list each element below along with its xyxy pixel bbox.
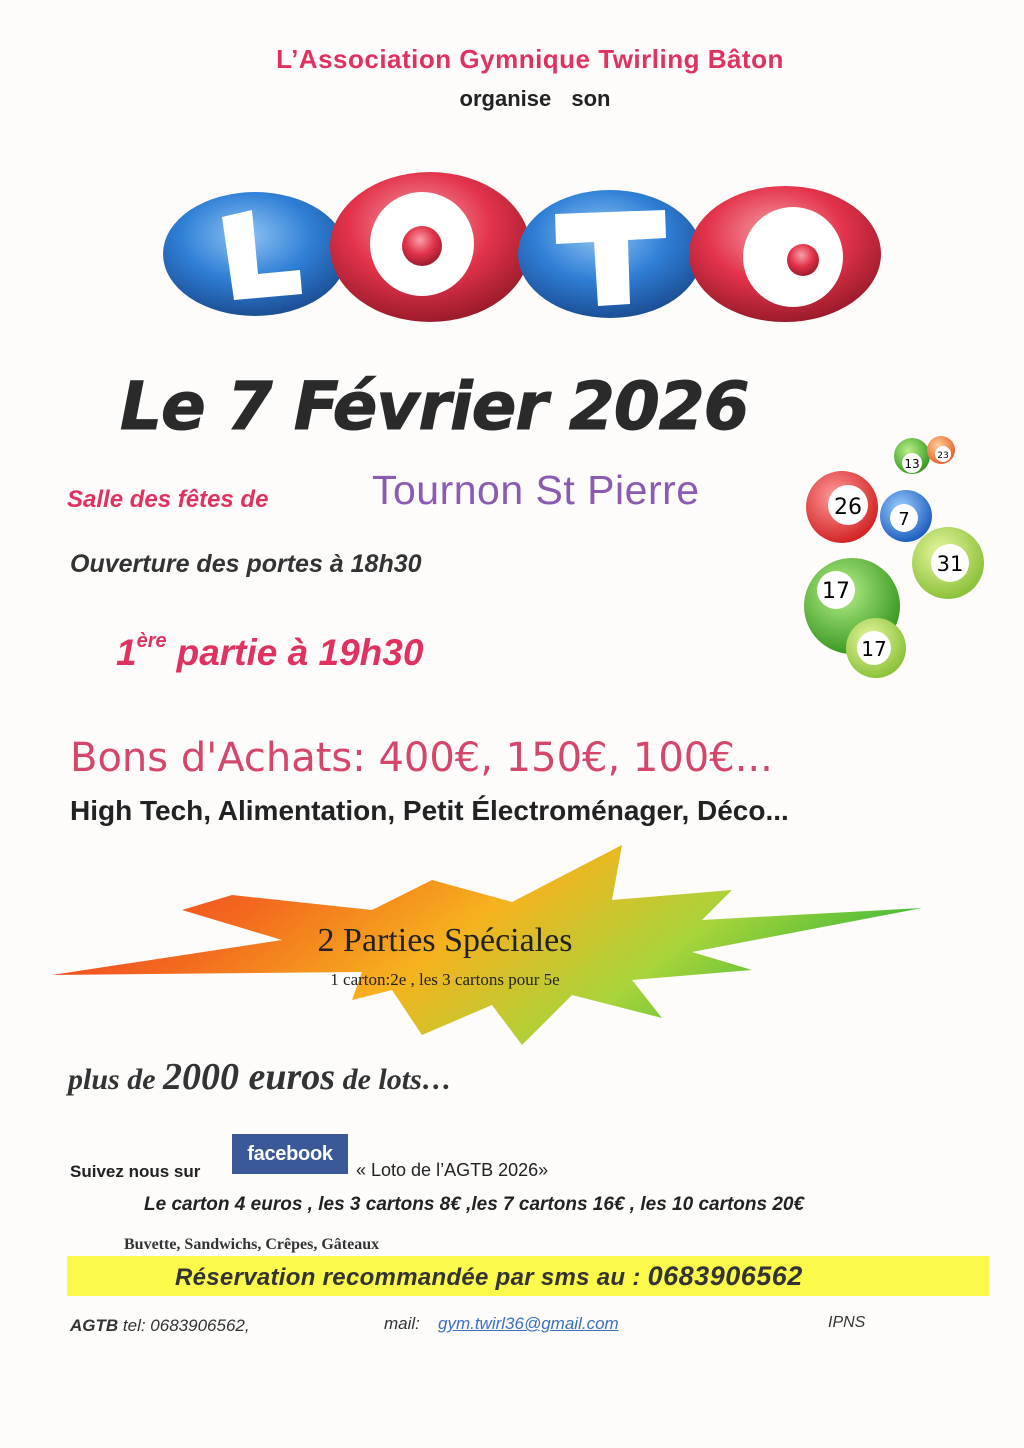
- svg-text:31: 31: [936, 552, 964, 576]
- organise-text: organise son: [459, 86, 611, 111]
- follow-us-label: Suivez nous sur: [70, 1162, 201, 1181]
- event-date: Le 7 Février 2026: [120, 368, 749, 445]
- footer-tel: tel: 0683906562,: [122, 1316, 250, 1335]
- special-games-title: 2 Parties Spéciales: [317, 922, 573, 959]
- venue-label: Salle des fêtes de: [67, 486, 269, 513]
- gift-vouchers: Bons d'Achats: 400€, 150€, 100€...: [70, 735, 773, 781]
- doors-opening: Ouverture des portes à 18h30: [70, 550, 422, 578]
- total-prizes-pre: plus de: [68, 1063, 156, 1096]
- facebook-page-name: « Loto de l’AGTB 2026»: [356, 1160, 549, 1180]
- ball-13: [894, 438, 930, 474]
- ball-7: [880, 490, 932, 542]
- total-prizes-post: de lots…: [342, 1063, 452, 1096]
- prize-categories: High Tech, Alimentation, Petit Électroménager, Déco...: [70, 795, 789, 826]
- first-game-time: [116, 632, 423, 674]
- logo-letter-o2: [743, 207, 843, 307]
- footer-ipns: IPNS: [828, 1314, 866, 1331]
- svg-text:23: 23: [937, 451, 949, 461]
- first-num: 1: [116, 632, 137, 673]
- svg-text:26: 26: [834, 495, 862, 520]
- total-prizes: [68, 1055, 452, 1099]
- svg-text:7: 7: [898, 509, 910, 530]
- ball-17-small: [846, 618, 906, 678]
- svg-text:17: 17: [822, 579, 850, 604]
- svg-text:17: 17: [861, 637, 887, 661]
- footer-org: AGTB: [70, 1316, 119, 1335]
- ball-26: [806, 471, 878, 543]
- first-rest: partie à 19h30: [176, 632, 424, 673]
- bingo-balls: [800, 430, 1000, 680]
- first-sup: ère: [136, 630, 167, 652]
- logo-letter-o1: [370, 192, 474, 296]
- ball-23: [927, 436, 955, 464]
- footer-contact: [70, 1316, 250, 1336]
- card-prices: Le carton 4 euros , les 3 cartons 8€ ,les 7 cartons 16€ , les 10 cartons 20€: [144, 1194, 805, 1215]
- loto-logo: [160, 172, 890, 332]
- ball-31: [912, 527, 984, 599]
- refreshments: Buvette, Sandwichs, Crêpes, Gâteaux: [124, 1236, 380, 1253]
- starburst-shape: [52, 840, 932, 1080]
- footer-mail-label: mail:: [384, 1314, 420, 1333]
- reservation-text: Réservation recommandée par sms au :: [175, 1264, 641, 1291]
- reservation-notice: [175, 1261, 803, 1292]
- facebook-logo[interactable]: facebook: [232, 1134, 348, 1174]
- special-games-price: 1 carton:2e , les 3 cartons pour 5e: [330, 970, 560, 989]
- reservation-phone: 0683906562: [647, 1261, 803, 1291]
- total-prizes-amount: 2000 euros: [163, 1056, 336, 1098]
- association-name: L’Association Gymnique Twirling Bâton: [276, 44, 784, 74]
- venue-name: Tournon St Pierre: [372, 467, 700, 513]
- footer-email-link[interactable]: gym.twirl36@gmail.com: [438, 1314, 619, 1333]
- svg-text:13: 13: [904, 457, 920, 471]
